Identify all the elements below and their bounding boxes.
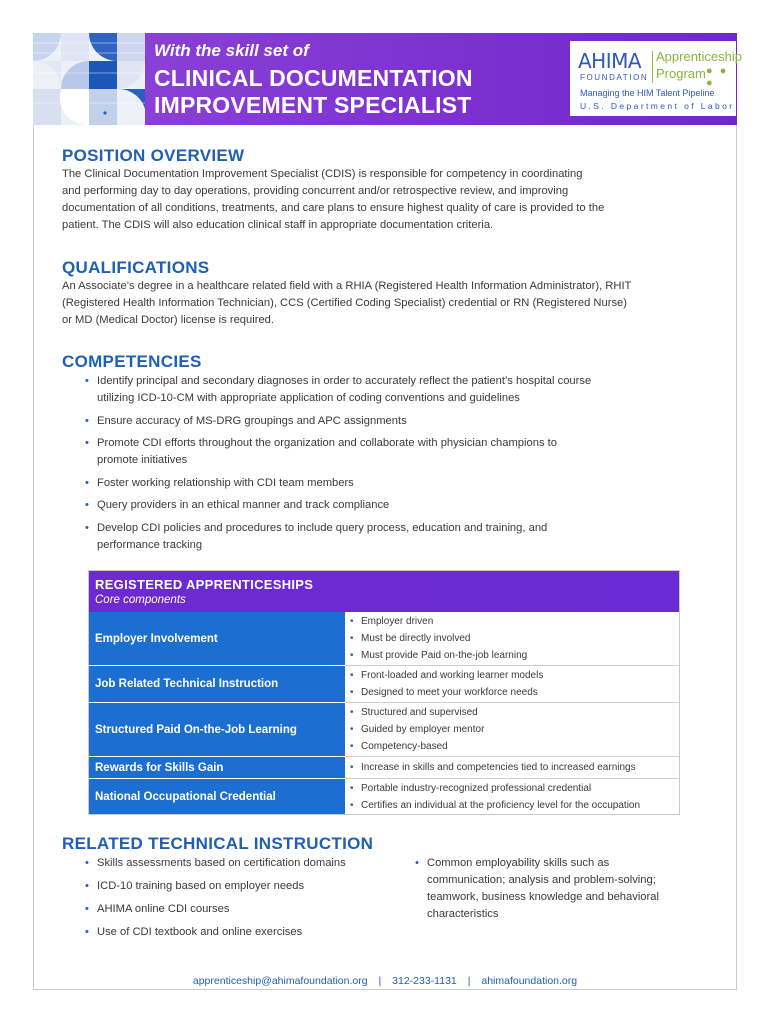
qualifications-heading: QUALIFICATIONS <box>62 258 210 277</box>
table-row <box>89 666 679 703</box>
list-item: • Employer driven <box>345 613 679 630</box>
apprenticeships-title: REGISTERED APPRENTICESHIPS <box>95 577 314 592</box>
list-item-line: • Ensure accuracy of MS-DRG groupings and APC assignments <box>97 414 407 427</box>
list-item-line: characteristics <box>427 908 499 920</box>
qualifications-line: (Registered Health Information Technician), CCS (Certified Coding Specialist) credential or RN (Registered Nurse) <box>62 297 627 309</box>
table-row <box>89 757 679 779</box>
list-item <box>83 413 693 430</box>
overview-line: documentation of all conditions, treatments, and care plans to ensure highest quality of care is provided to the <box>62 202 605 214</box>
list-item: • Competency-based <box>345 738 679 755</box>
list-item <box>83 878 403 895</box>
table-row <box>89 703 679 757</box>
list-item <box>83 901 403 918</box>
table-row-label-text: Job Related Technical Instruction <box>95 678 279 690</box>
list-item-line: • Use of CDI textbook and online exercises <box>97 926 303 938</box>
qualifications-text <box>62 278 702 329</box>
overview-heading: POSITION OVERVIEW <box>62 146 245 165</box>
list-item-line: • Skills assessments based on certification domains <box>97 857 346 869</box>
table-row-items <box>345 612 679 666</box>
list-item <box>413 855 713 923</box>
footer-email-link[interactable]: apprenticeship@ahimafoundation.org <box>192 975 368 987</box>
logo-apprenticeship-text: Apprenticeship <box>656 49 742 64</box>
logo-dol-text: U.S. Department of Labor <box>580 101 735 111</box>
decorative-pattern <box>33 33 145 125</box>
related-instruction-right-list <box>413 855 713 929</box>
table-row <box>89 779 679 814</box>
footer-phone: 312-233-1131 <box>392 975 457 987</box>
list-item-line: • Foster working relationship with CDI team members <box>97 476 354 489</box>
list-item-line: • Promote CDI efforts throughout the organization and collaborate with physician champions to <box>97 437 557 449</box>
list-item <box>83 855 403 872</box>
ahima-foundation-logo <box>570 41 742 116</box>
footer-contact <box>0 975 770 987</box>
logo-dots-icon: ● ● ● <box>706 65 729 89</box>
list-item <box>83 475 693 492</box>
list-item: • Must be directly involved <box>345 630 679 647</box>
table-row-label-text: Rewards for Skills Gain <box>95 761 224 774</box>
list-item <box>83 520 693 554</box>
list-item: • Increase in skills and competencies tied to increased earnings <box>345 759 679 776</box>
qualifications-line: or MD (Medical Doctor) license is required. <box>62 314 275 326</box>
table-row-label <box>89 757 345 779</box>
overview-line: patient. The CDIS will also education clinical staff in appropriate documentation criteria. <box>62 219 494 231</box>
related-instruction-heading: RELATED TECHNICAL INSTRUCTION <box>62 834 374 853</box>
list-item-line: promote initiatives <box>97 454 188 466</box>
footer-separator: | <box>378 975 382 987</box>
list-item-line: • AHIMA online CDI courses <box>97 903 230 915</box>
table-row-label-text: National Occupational Credential <box>95 790 276 803</box>
list-item-line: • Identify principal and secondary diagnoses in order to accurately reflect the patient’s hospital course <box>97 375 592 387</box>
list-item-line: • Develop CDI policies and procedures to include query process, education and training, and <box>97 521 548 534</box>
logo-managing-text: Managing the HIM Talent Pipeline <box>580 88 715 98</box>
list-item <box>83 435 693 469</box>
list-item-line: communication; analysis and problem-solving; <box>427 874 656 886</box>
logo-foundation-text: FOUNDATION <box>580 73 649 82</box>
title-banner <box>145 33 742 125</box>
table-row <box>89 612 679 666</box>
list-item <box>83 924 403 941</box>
list-item-line: teamwork, business knowledge and behavioral <box>427 891 659 903</box>
logo-ahima-text: AHIMA <box>578 49 642 73</box>
table-row-label <box>89 703 345 757</box>
banner-title-line1: CLINICAL DOCUMENTATION <box>154 65 473 91</box>
table-row-items <box>345 703 679 757</box>
overview-text <box>62 166 702 234</box>
list-item-line: • Query providers in an ethical manner and track compliance <box>97 499 390 511</box>
list-item: • Front-loaded and working learner models <box>345 667 679 684</box>
footer-separator: | <box>467 975 471 987</box>
list-item-line: • Common employability skills such as <box>427 857 610 869</box>
competencies-list <box>83 373 693 559</box>
geometric-pattern-icon <box>33 33 145 125</box>
banner-title-line2: IMPROVEMENT SPECIALIST <box>154 92 472 118</box>
list-item-line: performance tracking <box>97 538 203 551</box>
table-row-label-text: Structured Paid On-the-Job Learning <box>95 723 297 736</box>
list-item: • Structured and supervised <box>345 704 679 721</box>
table-row-items <box>345 666 679 703</box>
header-banner <box>33 33 742 125</box>
overview-line: The Clinical Documentation Improvement Specialist (CDIS) is responsible for competency in coordinating <box>62 168 583 180</box>
logo-divider <box>652 51 653 83</box>
list-item: • Designed to meet your workforce needs <box>345 684 679 701</box>
overview-line: and performing day to day operations, providing concurrent and/or retrospective review, and improving <box>62 185 569 197</box>
list-item: • Must provide Paid on-the-job learning <box>345 647 679 664</box>
competencies-heading: COMPETENCIES <box>62 352 202 371</box>
table-row-label <box>89 666 345 703</box>
related-instruction-left-list <box>83 855 403 947</box>
list-item: • Certifies an individual at the proficiency level for the occupation <box>345 797 679 814</box>
apprenticeships-table <box>88 570 680 815</box>
apprenticeships-subtitle: Core components <box>95 594 186 606</box>
list-item-line: • ICD-10 training based on employer needs <box>97 880 305 892</box>
table-row-label <box>89 612 345 666</box>
list-item <box>83 497 693 514</box>
table-row-items <box>345 757 679 779</box>
footer-website-link[interactable]: ahimafoundation.org <box>481 975 578 987</box>
list-item: • Guided by employer mentor <box>345 721 679 738</box>
apprenticeships-table-header <box>89 571 679 612</box>
banner-tagline: With the skill set of <box>154 41 309 60</box>
list-item: • Portable industry-recognized professional credential <box>345 780 679 797</box>
logo-program-text: Program <box>656 66 706 81</box>
qualifications-line: An Associate’s degree in a healthcare related field with a RHIA (Registered Health Information Administrator), RHIT <box>62 280 632 292</box>
list-item <box>83 373 693 407</box>
table-row-label <box>89 779 345 814</box>
table-row-label-text: Employer Involvement <box>95 632 218 645</box>
table-row-items <box>345 779 679 814</box>
list-item-line: utilizing ICD-10-CM with appropriate application of coding conventions and guidelines <box>97 392 520 404</box>
